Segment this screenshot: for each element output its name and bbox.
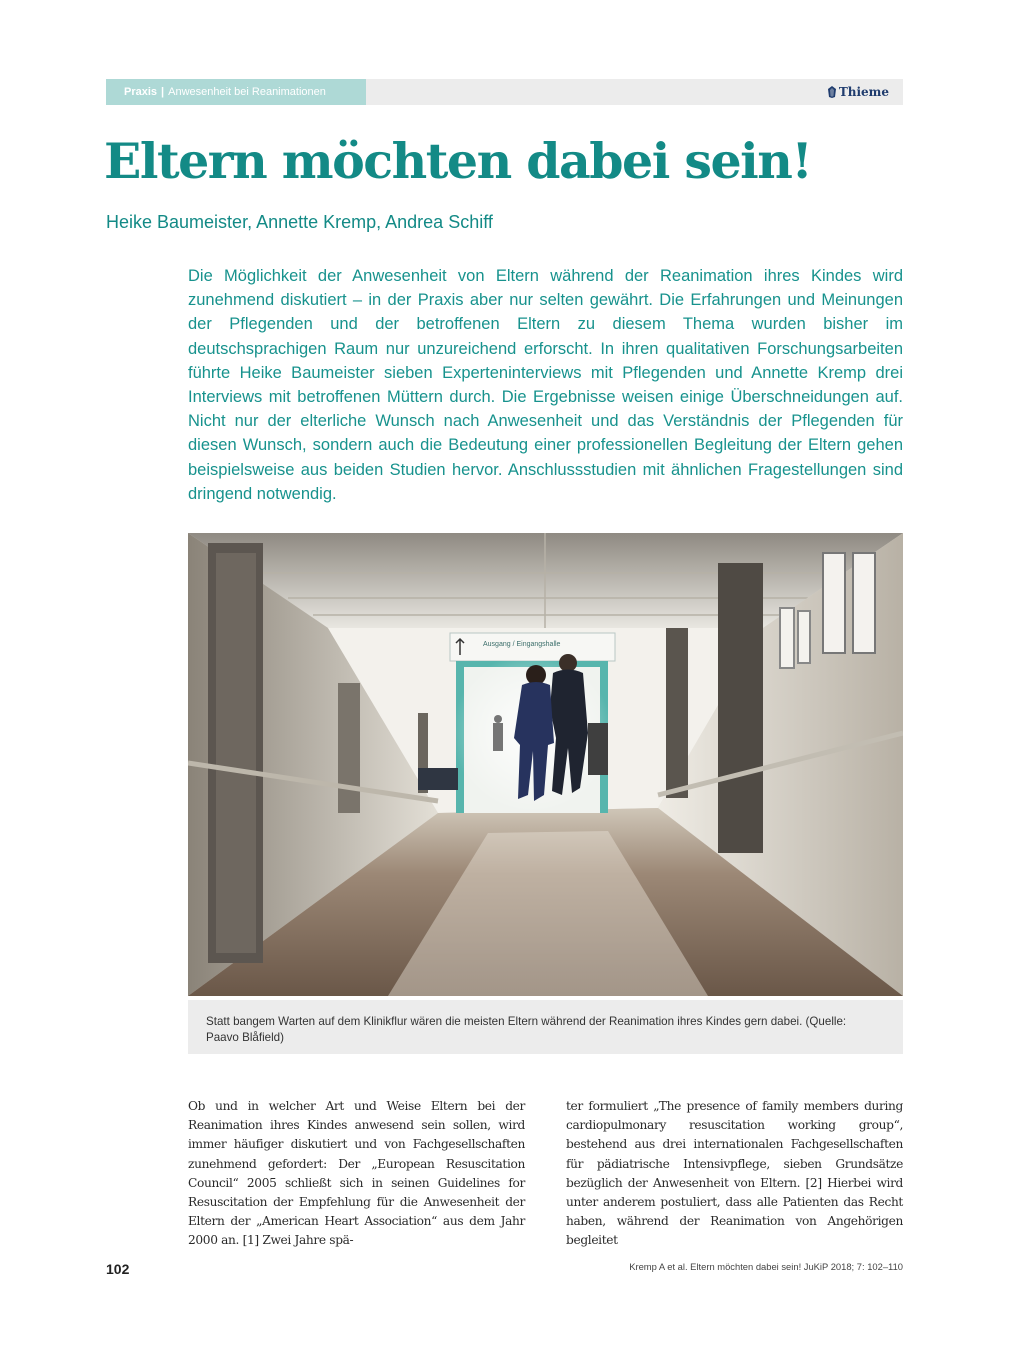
- publisher-logo: [828, 79, 889, 105]
- page-number: 102: [106, 1261, 130, 1277]
- section-separator: |: [161, 86, 165, 98]
- logo-text: Thieme: [838, 85, 889, 99]
- section-tab: [106, 79, 366, 105]
- footer-citation: Kremp A et al. Eltern möchten dabei sein! JuKiP 2018; 7: 102–110: [629, 1261, 903, 1272]
- hospital-corridor-photo: [188, 533, 903, 996]
- thieme-crest-icon: [828, 86, 836, 98]
- corridor-sign-text: Ausgang / Eingangshalle: [483, 641, 561, 648]
- running-header: [106, 79, 903, 105]
- article-abstract: Die Möglichkeit der Anwesenheit von Eltern während der Reanimation ihres Kindes wird zunehmend diskutiert – in der Praxis aber nur selten gewährt. Die Erfahrungen und Meinungen der Pflegenden und der betroffenen Eltern zu diesem Thema wurden bisher im deutschsprachigen Raum nur unzureichend erforscht. In ihren qualitativen Forschungsarbeiten führte Heike Baumeister sieben Experteninterviews mit Pflegenden und Annette Kremp drei Interviews mit betroffenen Müttern durch. Die Ergebnisse weisen einige Überschneidungen auf. Nicht nur der elterliche Wunsch nach Anwesenheit und das Verständnis der Pflegenden für diesen Wunsch, sondern auch die Bedeutung einer professionellen Begleitung der Eltern gehen beispielsweise aus beiden Studien hervor. Anschlussstudien mit ähnlichen Fragestellungen sind dringend notwendig.: [188, 267, 903, 503]
- article-authors: Heike Baumeister, Annette Kremp, Andrea Schiff: [106, 212, 493, 232]
- article-title: Eltern möchten dabei sein!: [104, 132, 812, 190]
- section-label: Praxis: [124, 86, 158, 98]
- body-text-column-left: Ob und in welcher Art und Weise Eltern bei der Reanimation ihres Kindes anwesend sein sollen, wird immer häufiger diskutiert und von Fachgesellschaften zunehmend gefordert: Der „European Resuscitation Council“ 2005 schließt sich in seinen Guidelines for Resuscitation der Empfehlung für die Anwesenheit der Eltern der „American Heart Association“ aus dem Jahr 2000 an. [1] Zwei Jahre spä-: [188, 1099, 525, 1248]
- figure-caption: Statt bangem Warten auf dem Klinikflur wären die meisten Eltern während der Reanimation ihres Kindes gern dabei. (Quelle: Paavo Blåfield): [188, 1000, 903, 1054]
- topic-label: Anwesenheit bei Reanimationen: [168, 86, 326, 98]
- body-text-column-right: ter formuliert „The presence of family members during cardiopulmonary resuscitation working group“, bestehend aus drei internationalen Fachgesellschaften für pädiatrische Intensivpflege, sieben Grundsätze bezüglich der Anwesenheit von Eltern. [2] Hierbei wird unter anderem postuliert, dass alle Patienten das Recht haben, während der Reanimation von Angehörigen begleitet: [566, 1099, 903, 1248]
